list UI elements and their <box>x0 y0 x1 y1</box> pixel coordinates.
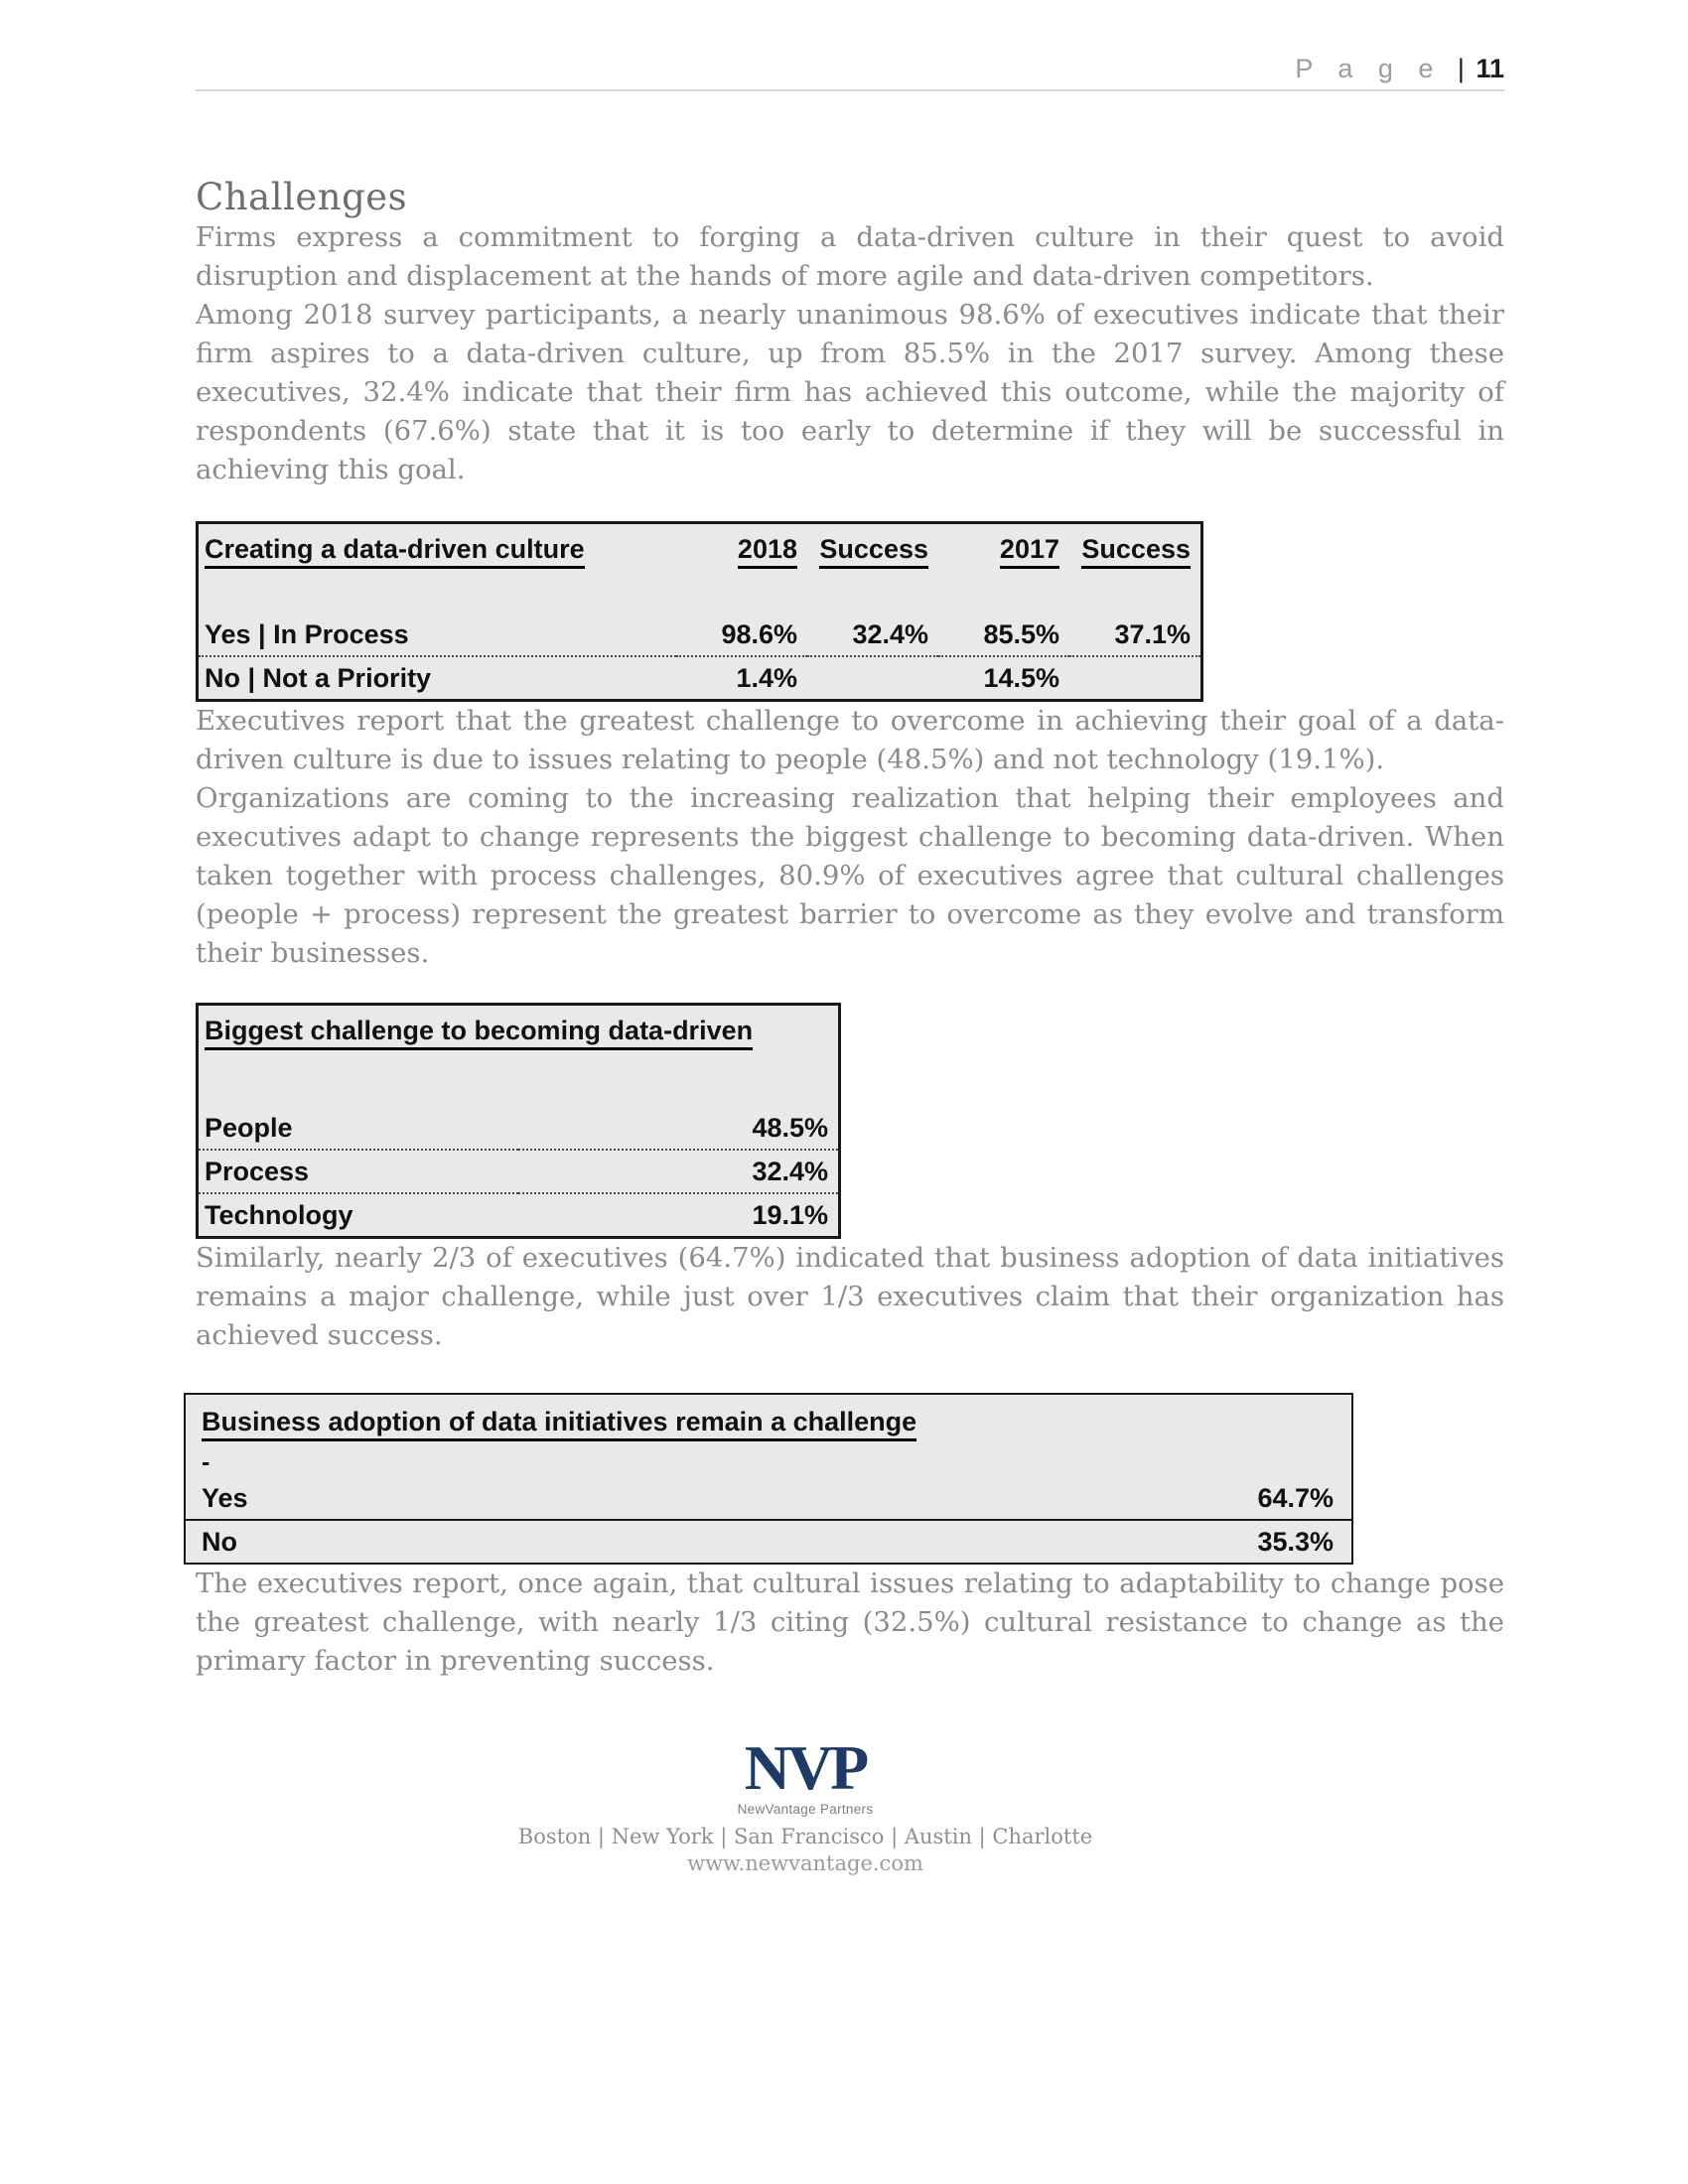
table-row <box>198 1193 840 1238</box>
cell-label: No <box>202 1526 237 1557</box>
document-page <box>196 0 1504 1875</box>
cell-label: No | Not a Priority <box>205 662 432 693</box>
cell-value: 35.3% <box>1257 1526 1334 1557</box>
table-title-cell <box>185 1394 1352 1448</box>
cell-value <box>807 656 938 701</box>
cell-value: 85.5% <box>938 614 1069 656</box>
footer-website: www.newvantage.com <box>687 1851 923 1875</box>
paragraph-adoption: Similarly, nearly 2/3 of executives (64.7%) indicated that business adoption of data initiatives remains a major challenge, while just over 1/3 executives claim that their organization has achieved success. <box>196 1242 1504 1351</box>
table-row <box>198 1107 840 1150</box>
paragraph-survey: Among 2018 survey participants, a nearly unanimous 98.6% of executives indicate that their firm aspires to a data-driven culture, up from 85.5% in the 2017 survey. Among these executives, 32.4% indicate that their firm has achieved this outcome, while the majority of respondents (67.6%) state that it is too early to determine if they will be successful in achieving this goal. <box>196 299 1504 485</box>
table-title: Creating a data-driven culture <box>205 534 585 569</box>
cell-value: 32.4% <box>807 614 938 656</box>
page-separator: | <box>1457 54 1465 83</box>
cell-label: Yes <box>185 1477 769 1520</box>
spacer-row <box>198 574 1202 614</box>
nvp-logo: NVP <box>744 1732 867 1803</box>
header-divider <box>196 89 1504 91</box>
table-row <box>198 656 1202 701</box>
spacer-row <box>198 1061 840 1107</box>
paragraph-intro: Firms express a commitment to forging a data-driven culture in their quest to avoid disruption and displacement at the hands of more agile and data-driven competitors. <box>196 221 1504 292</box>
cell-value: 14.5% <box>983 662 1059 693</box>
cell-label: Yes | In Process <box>198 614 677 656</box>
paragraph-closing: The executives report, once again, that cultural issues relating to adaptability to change pose the greatest challenge, with nearly 1/3 citing (32.5%) cultural resistance to change as the primary factor in preventing success. <box>196 1568 1504 1677</box>
paragraph-organizations: Organizations are coming to the increasing realization that helping their employees and executives adapt to change represents the biggest challenge to becoming data-driven. When taken together with process challenges, 80.9% of executives agree that cultural challenges (people + process) represent the greatest barrier to overcome as they evolve and transform their businesses. <box>196 782 1504 969</box>
cell-value: 37.1% <box>1069 614 1202 656</box>
cell-value: 32.4% <box>518 1150 840 1193</box>
cell-label: Process <box>198 1150 519 1193</box>
cell-value: 1.4% <box>736 662 797 693</box>
page-number: 11 <box>1476 54 1504 83</box>
cell-value: 19.1% <box>752 1199 828 1230</box>
column-header: Success <box>1069 523 1202 575</box>
table-biggest-challenge <box>196 1003 841 1239</box>
page-label: P a g e <box>1295 54 1443 83</box>
table-header-row <box>198 1005 840 1062</box>
footer-locations: Boston | New York | San Francisco | Austin | Charlotte <box>517 1825 1093 1848</box>
table-title-cell <box>198 1005 840 1062</box>
table-row <box>198 1150 840 1193</box>
cell-value <box>1069 656 1202 701</box>
table-title: Biggest challenge to becoming data-driven <box>205 1016 753 1050</box>
table-title-cell <box>198 523 677 575</box>
table-header-row <box>185 1394 1352 1448</box>
section-title: Challenges <box>196 176 408 218</box>
dash-row <box>185 1448 1352 1477</box>
cell-label: Technology <box>205 1199 353 1230</box>
page-header <box>196 0 1504 83</box>
column-header: Success <box>807 523 938 575</box>
table-row <box>198 614 1202 656</box>
table-business-adoption <box>184 1393 1353 1565</box>
table-title: Business adoption of data initiatives remain a challenge <box>202 1407 916 1441</box>
paragraph-people-challenge: Executives report that the greatest challenge to overcome in achieving their goal of a data-driven culture is due to issues relating to people (48.5%) and not technology (19.1%). <box>196 705 1504 775</box>
table-row <box>185 1477 1352 1520</box>
column-header: 2018 <box>676 523 807 575</box>
nvp-logo-subtitle: NewVantage Partners <box>737 1802 874 1817</box>
cell-value: 48.5% <box>518 1107 840 1150</box>
table-row <box>185 1520 1352 1564</box>
cell-value: 98.6% <box>676 614 807 656</box>
cell-value: 64.7% <box>769 1477 1352 1520</box>
footer <box>151 1732 1460 1875</box>
dash-cell: - <box>202 1448 211 1476</box>
table-creating-data-driven-culture <box>196 521 1203 702</box>
column-header: 2017 <box>938 523 1069 575</box>
cell-label: People <box>198 1107 519 1150</box>
table-header-row <box>198 523 1202 575</box>
